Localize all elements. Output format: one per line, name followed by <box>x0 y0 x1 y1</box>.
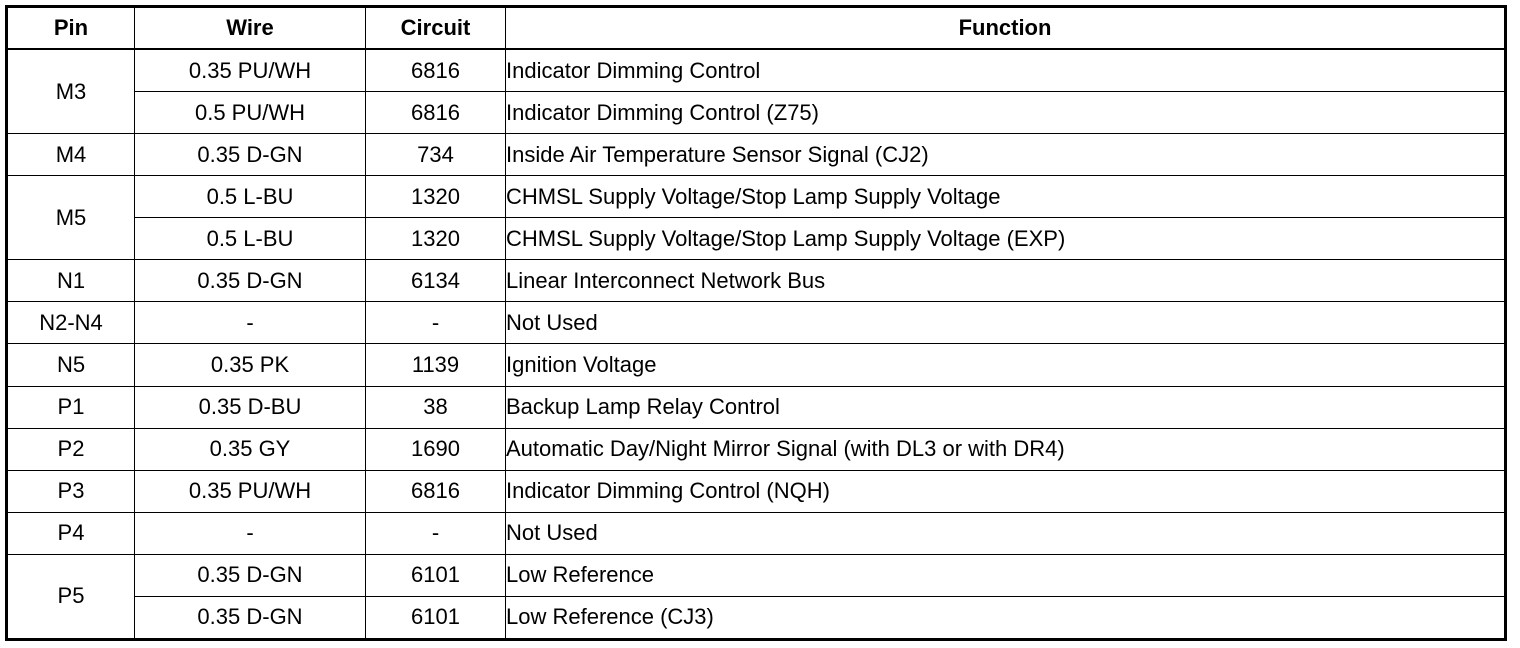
pin-cell: P3 <box>7 470 135 512</box>
table-row <box>7 49 1506 92</box>
header-row <box>7 7 1506 50</box>
circuit-cell: 6816 <box>366 49 506 92</box>
table-row <box>7 344 1506 386</box>
pin-cell: M4 <box>7 134 135 176</box>
circuit-cell: - <box>366 302 506 344</box>
circuit-cell: - <box>366 512 506 554</box>
pin-cell: P5 <box>7 554 135 639</box>
table-row <box>7 428 1506 470</box>
table-row <box>7 92 1506 134</box>
header-pin: Pin <box>7 7 135 50</box>
pin-cell: P1 <box>7 386 135 428</box>
pin-cell: P4 <box>7 512 135 554</box>
table-row <box>7 260 1506 302</box>
circuit-cell: 6101 <box>366 596 506 639</box>
pin-cell: P2 <box>7 428 135 470</box>
table-row <box>7 134 1506 176</box>
circuit-cell: 6134 <box>366 260 506 302</box>
wire-cell: 0.35 PU/WH <box>135 49 366 92</box>
pin-cell: M5 <box>7 176 135 260</box>
function-cell: Low Reference (CJ3) <box>506 596 1506 639</box>
wire-cell: 0.5 L-BU <box>135 218 366 260</box>
wire-cell: 0.35 D-GN <box>135 260 366 302</box>
connector-pinout-table <box>5 5 1507 641</box>
table-row <box>7 386 1506 428</box>
circuit-cell: 38 <box>366 386 506 428</box>
pin-cell: N1 <box>7 260 135 302</box>
wire-cell: 0.35 GY <box>135 428 366 470</box>
wire-cell: 0.35 D-GN <box>135 596 366 639</box>
function-cell: Indicator Dimming Control (NQH) <box>506 470 1506 512</box>
function-cell: Ignition Voltage <box>506 344 1506 386</box>
wire-cell: - <box>135 512 366 554</box>
wire-cell: 0.35 PK <box>135 344 366 386</box>
function-cell: Not Used <box>506 302 1506 344</box>
circuit-cell: 6816 <box>366 92 506 134</box>
function-cell: CHMSL Supply Voltage/Stop Lamp Supply Voltage <box>506 176 1506 218</box>
wire-cell: 0.5 L-BU <box>135 176 366 218</box>
wire-cell: 0.35 D-GN <box>135 134 366 176</box>
header-wire: Wire <box>135 7 366 50</box>
wire-cell: - <box>135 302 366 344</box>
circuit-cell: 6101 <box>366 554 506 596</box>
function-cell: Linear Interconnect Network Bus <box>506 260 1506 302</box>
table-row <box>7 470 1506 512</box>
header-circuit: Circuit <box>366 7 506 50</box>
function-cell: Indicator Dimming Control (Z75) <box>506 92 1506 134</box>
circuit-cell: 734 <box>366 134 506 176</box>
circuit-cell: 1320 <box>366 218 506 260</box>
wire-cell: 0.35 D-BU <box>135 386 366 428</box>
table-row <box>7 176 1506 218</box>
function-cell: Automatic Day/Night Mirror Signal (with DL3 or with DR4) <box>506 428 1506 470</box>
function-cell: Inside Air Temperature Sensor Signal (CJ2) <box>506 134 1506 176</box>
header-function: Function <box>506 7 1506 50</box>
table-row <box>7 554 1506 596</box>
function-cell: CHMSL Supply Voltage/Stop Lamp Supply Voltage (EXP) <box>506 218 1506 260</box>
pin-cell: M3 <box>7 49 135 134</box>
wire-cell: 0.5 PU/WH <box>135 92 366 134</box>
table-row <box>7 596 1506 639</box>
circuit-cell: 1320 <box>366 176 506 218</box>
table-row <box>7 218 1506 260</box>
function-cell: Not Used <box>506 512 1506 554</box>
circuit-cell: 1690 <box>366 428 506 470</box>
pin-cell: N5 <box>7 344 135 386</box>
wire-cell: 0.35 PU/WH <box>135 470 366 512</box>
function-cell: Backup Lamp Relay Control <box>506 386 1506 428</box>
function-cell: Low Reference <box>506 554 1506 596</box>
wire-cell: 0.35 D-GN <box>135 554 366 596</box>
table-row <box>7 512 1506 554</box>
pin-cell: N2-N4 <box>7 302 135 344</box>
circuit-cell: 6816 <box>366 470 506 512</box>
circuit-cell: 1139 <box>366 344 506 386</box>
function-cell: Indicator Dimming Control <box>506 49 1506 92</box>
table-row <box>7 302 1506 344</box>
